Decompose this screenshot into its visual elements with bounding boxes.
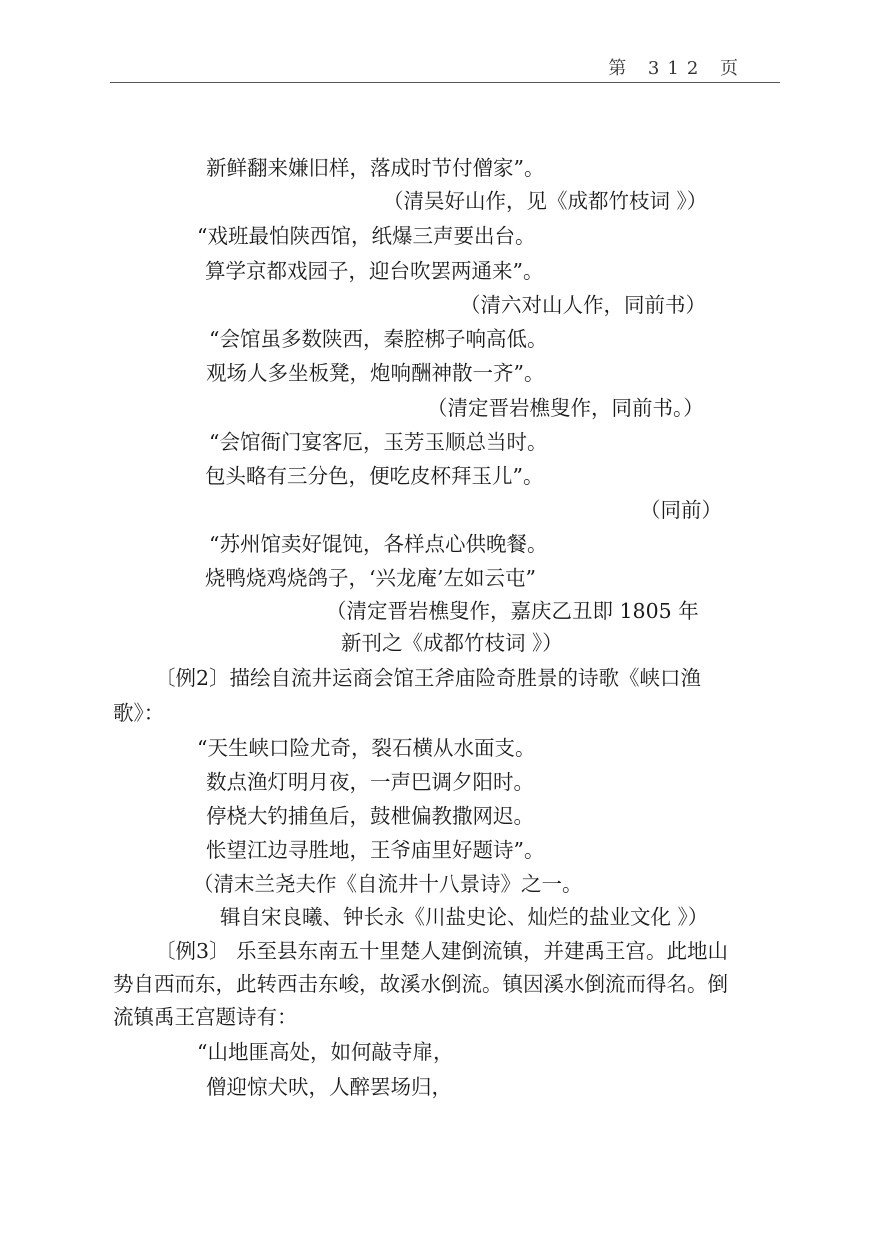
citation-line: 辑自宋良曦、钟长永《川盐史论、灿烂的盐业文化 》） (220, 905, 709, 929)
paragraph-line: 歌》： (113, 701, 165, 725)
citation-line: （清末兰尧夫作《自流井十八景诗》之一。 (193, 872, 583, 896)
text-line: “会馆衙门宴客厄，玉芳玉顺总当时。 (209, 430, 548, 454)
text-line: 观场人多坐板凳，炮响酬神散一齐”。 (206, 361, 545, 385)
paragraph-line: 流镇禹王宫题诗有： (113, 1005, 298, 1029)
text-line: 新鲜翻来嫌旧样，落成时节付僧家”。 (206, 156, 545, 180)
text-line: 包头略有三分色，便吃皮杯拜玉儿”。 (205, 464, 544, 488)
page-number: 第 312 页 (608, 58, 746, 79)
page-header (110, 48, 780, 83)
text-line: 停桡大钓捕鱼后，鼓枻偏教撒网迟。 (206, 804, 534, 828)
paragraph-line: 〔例2〕描绘自流井运商会馆王斧庙险奇胜景的诗歌《峡口渔 (155, 666, 702, 690)
paragraph-line: 势自西而东，此转西击东峻，故溪水倒流。镇因溪水倒流而得名。倒 (113, 972, 728, 996)
citation-line: （清定晋岩樵叟作，嘉庆乙丑即 1805 年 (326, 599, 699, 623)
text-line: 僧迎惊犬吠，人醉罢场归， (206, 1075, 452, 1099)
text-line: 烧鸭烧鸡烧鸽子，‘兴龙庵’左如云屯” (205, 566, 537, 590)
citation-line: （同前） (640, 498, 722, 522)
citation-line: 新刊之《成都竹枝词 》） (341, 631, 563, 655)
text-line: “苏州馆卖好馄饨，各样点心供晚餐。 (209, 532, 548, 556)
citation-line: （清吴好山作，见《成都竹枝词 》） (383, 189, 708, 213)
text-line: “山地匪高处，如何敲寺扉， (197, 1040, 454, 1064)
paragraph-line: 〔例3〕 乐至县东南五十里楚人建倒流镇，并建禹王宫。此地山 (155, 939, 729, 963)
text-line: 数点渔灯明月夜，一声巴调夕阳时。 (206, 770, 534, 794)
citation-line: （清六对山人作，同前书） (460, 293, 706, 317)
citation-line: （清定晋岩樵叟作，同前书。） (427, 396, 704, 420)
text-line: 怅望江边寻胜地，王爷庙里好题诗”。 (206, 838, 545, 862)
text-line: “戏班最怕陕西馆，纸爆三声要出台。 (197, 224, 536, 248)
text-line: “天生峡口险尤奇，裂石横从水面支。 (197, 736, 536, 760)
text-line: 算学京都戏园子，迎台吹罢两通来”。 (205, 259, 544, 283)
text-line: “会馆虽多数陕西，秦腔梆子响高低。 (209, 327, 548, 351)
